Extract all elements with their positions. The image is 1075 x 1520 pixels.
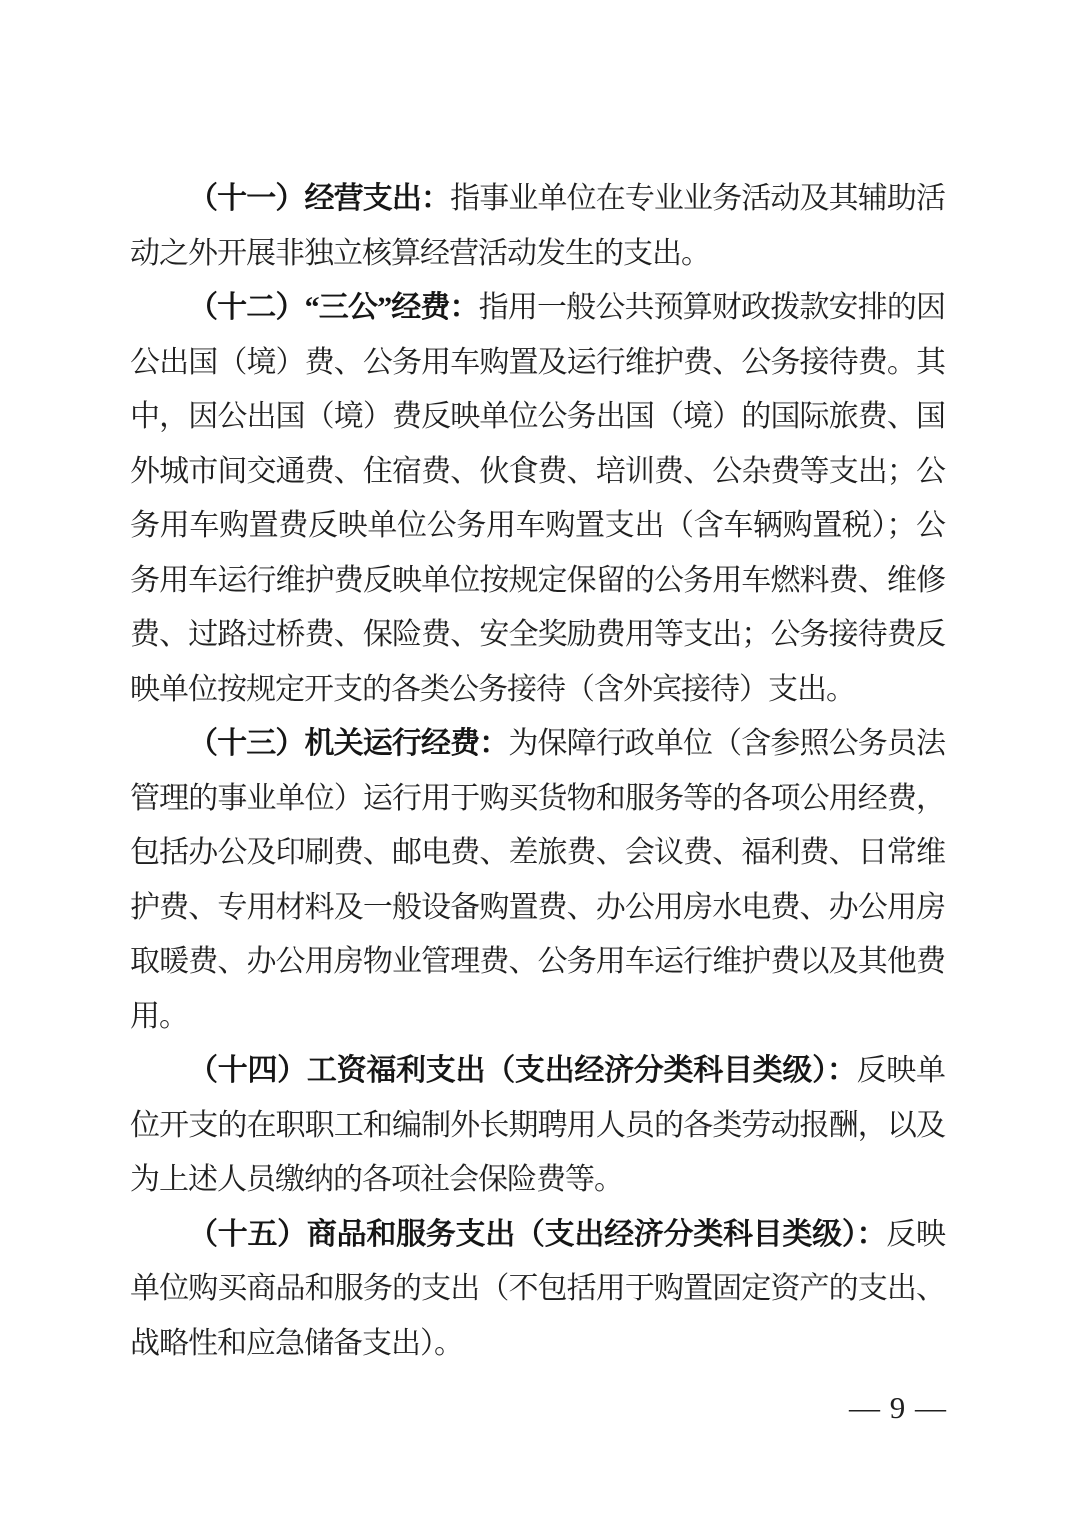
paragraph-clause-12	[130, 281, 945, 717]
clause-15-lead: （十五）商品和服务支出（支出经济分类科目类级）：	[188, 1217, 887, 1251]
paragraph-clause-11	[130, 172, 945, 281]
clause-15-body: 反映单位购买商品和服务的支出（不包括用于购置固定资产的支出、战略性和应急储备支出）。	[130, 1217, 946, 1360]
clause-13-body: 为保障行政单位（含参照公务员法管理的事业单位）运行用于购买货物和服务等的各项公用经费，包括办公及印刷费、邮电费、差旅费、会议费、福利费、日常维护费、专用材料及一般设备购置费、办公用房水电费、办公用房取暖费、办公用房物业管理费、公务用车运行维护费以及其他费用。	[130, 727, 946, 1033]
page-number: — 9 —	[849, 1390, 947, 1425]
clause-14-lead: （十四）工资福利支出（支出经济分类科目类级）：	[188, 1054, 857, 1087]
paragraph-clause-15	[130, 1208, 945, 1372]
document-body	[130, 172, 945, 1371]
clause-13-lead: （十三）机关运行经费：	[188, 727, 509, 760]
clause-12-lead: （十二）“三公”经费：	[188, 291, 479, 324]
clause-14-body: 反映单位开支的在职职工和编制外长期聘用人员的各类劳动报酬，以及为上述人员缴纳的各项社会保险费等。	[130, 1054, 946, 1196]
paragraph-clause-13	[130, 717, 945, 1044]
clause-11-lead: （十一）经营支出：	[188, 182, 451, 215]
clause-12-body: 指用一般公共预算财政拨款安排的因公出国（境）费、公务用车购置及运行维护费、公务接待费。其中，因公出国（境）费反映单位公务出国（境）的国际旅费、国外城市间交通费、住宿费、伙食费、培训费、公杂费等支出；公务用车购置费反映单位公务用车购置支出（含车辆购置税）；公务用车运行维护费反映单位按规定保留的公务用车燃料费、维修费、过路过桥费、保险费、安全奖励费用等支出；公务接待费反映单位按规定开支的各类公务接待（含外宾接待）支出。	[130, 291, 946, 706]
clause-11-body: 指事业单位在专业业务活动及其辅助活动之外开展非独立核算经营活动发生的支出。	[130, 182, 946, 270]
paragraph-clause-14	[130, 1044, 945, 1208]
